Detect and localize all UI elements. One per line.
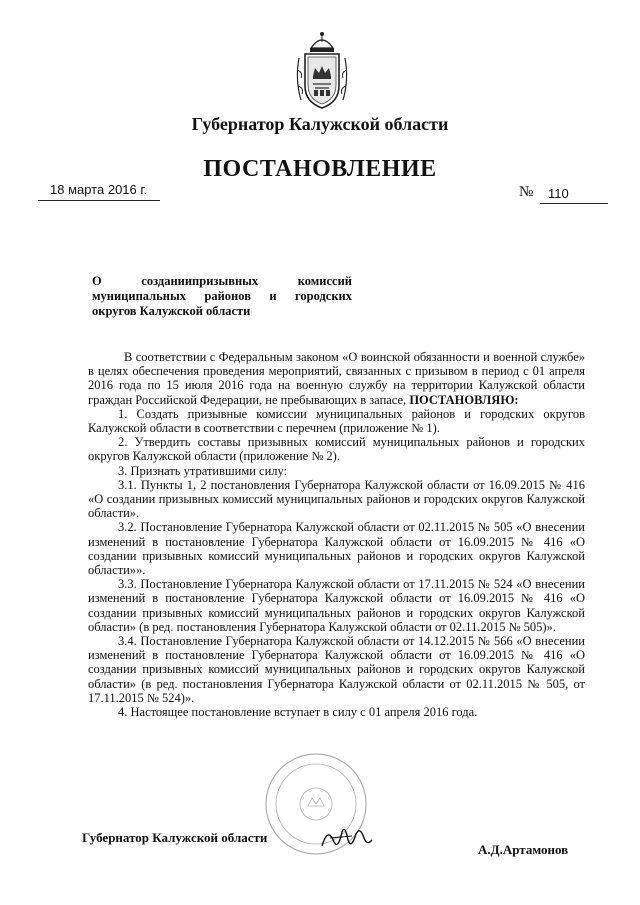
body-paragraph: 3.3. Постановление Губернатора Калужской области от 17.11.2015 № 524 «О внесении изменений в постановление Губернатора Калужской области от 16.09.2015 № 416 «О создании призывных комиссий муниципальных районов и городских округов Калужской области» (в ред. постановления Губернатора Калужской области от 02.11.2015 № 505)». — [88, 577, 585, 634]
body-paragraph: 3.2. Постановление Губернатора Калужской области от 02.11.2015 № 505 «О внесении изменений в постановление Губернатора Калужской области от 16.09.2015 № 416 «О создании призывных комиссий муниципальных районов и городских округов Калужской области»». — [88, 520, 585, 578]
body-paragraph: 3.4. Постановление Губернатора Калужской области от 14.12.2015 № 566 «О внесении изменений в постановление Губернатора Калужской области от 16.09.2015 № 416 «О создании призывных комиссий муниципальных районов и городских округов Калужской области» (в ред. постановления Губернатора Калужской области от 02.11.2015 № 505, от 17.11.2015 № 524)». — [88, 634, 585, 705]
document-number-label: № — [519, 184, 534, 200]
document-date: 18 марта 2016 г. — [50, 182, 148, 197]
coat-of-arms-emblem — [293, 30, 351, 112]
signer-name: А.Д.Артамонов — [478, 842, 569, 857]
preamble-text: В соответствии с Федеральным законом «О воинской обязанности и военной службе» в целях обеспечения проведения мероприятий, связанных с призывом в период с 01 апреля 2016 года по 15 июля 2016 года на военную службу на территории Калужской области граждан Российской Федерации, не пребывающих в запасе, — [88, 350, 585, 407]
subject-line: муниципальных районов и городских — [92, 289, 352, 303]
body-paragraph: 4. Настоящее постановление вступает в силу с 01 апреля 2016 года. — [118, 705, 478, 720]
preamble-paragraph — [88, 350, 585, 407]
document-number: 110 — [548, 186, 569, 201]
handwritten-signature — [318, 820, 374, 854]
body-paragraph: 1. Создать призывные комиссии муниципальных районов и городских округов Калужской области в соответствии с перечнем (приложение № 1). — [88, 406, 585, 436]
signer-title: Губернатор Калужской области — [82, 830, 268, 845]
org-title: Губернатор Калужской области — [191, 114, 449, 134]
body-paragraph: 3. Признать утратившими силу: — [118, 463, 288, 478]
body-paragraph: 3.1. Пункты 1, 2 постановления Губернатора Калужской области от 16.09.2015 № 416 «О создании призывных комиссий муниципальных районов и городских округов Калужской области». — [88, 477, 585, 521]
document-body — [88, 350, 585, 719]
body-paragraph: 2. Утвердить составы призывных комиссий муниципальных районов и городских округов Калужской области (приложение № 2). — [88, 435, 585, 464]
decree-word: ПОСТАНОВЛЯЮ: — [409, 392, 519, 407]
document-subject — [92, 274, 352, 319]
document-type-title: ПОСТАНОВЛЕНИЕ — [203, 156, 437, 182]
subject-line: О созданиипризывных комиссий — [92, 274, 352, 288]
subject-line: округов Калужской области — [92, 304, 251, 318]
